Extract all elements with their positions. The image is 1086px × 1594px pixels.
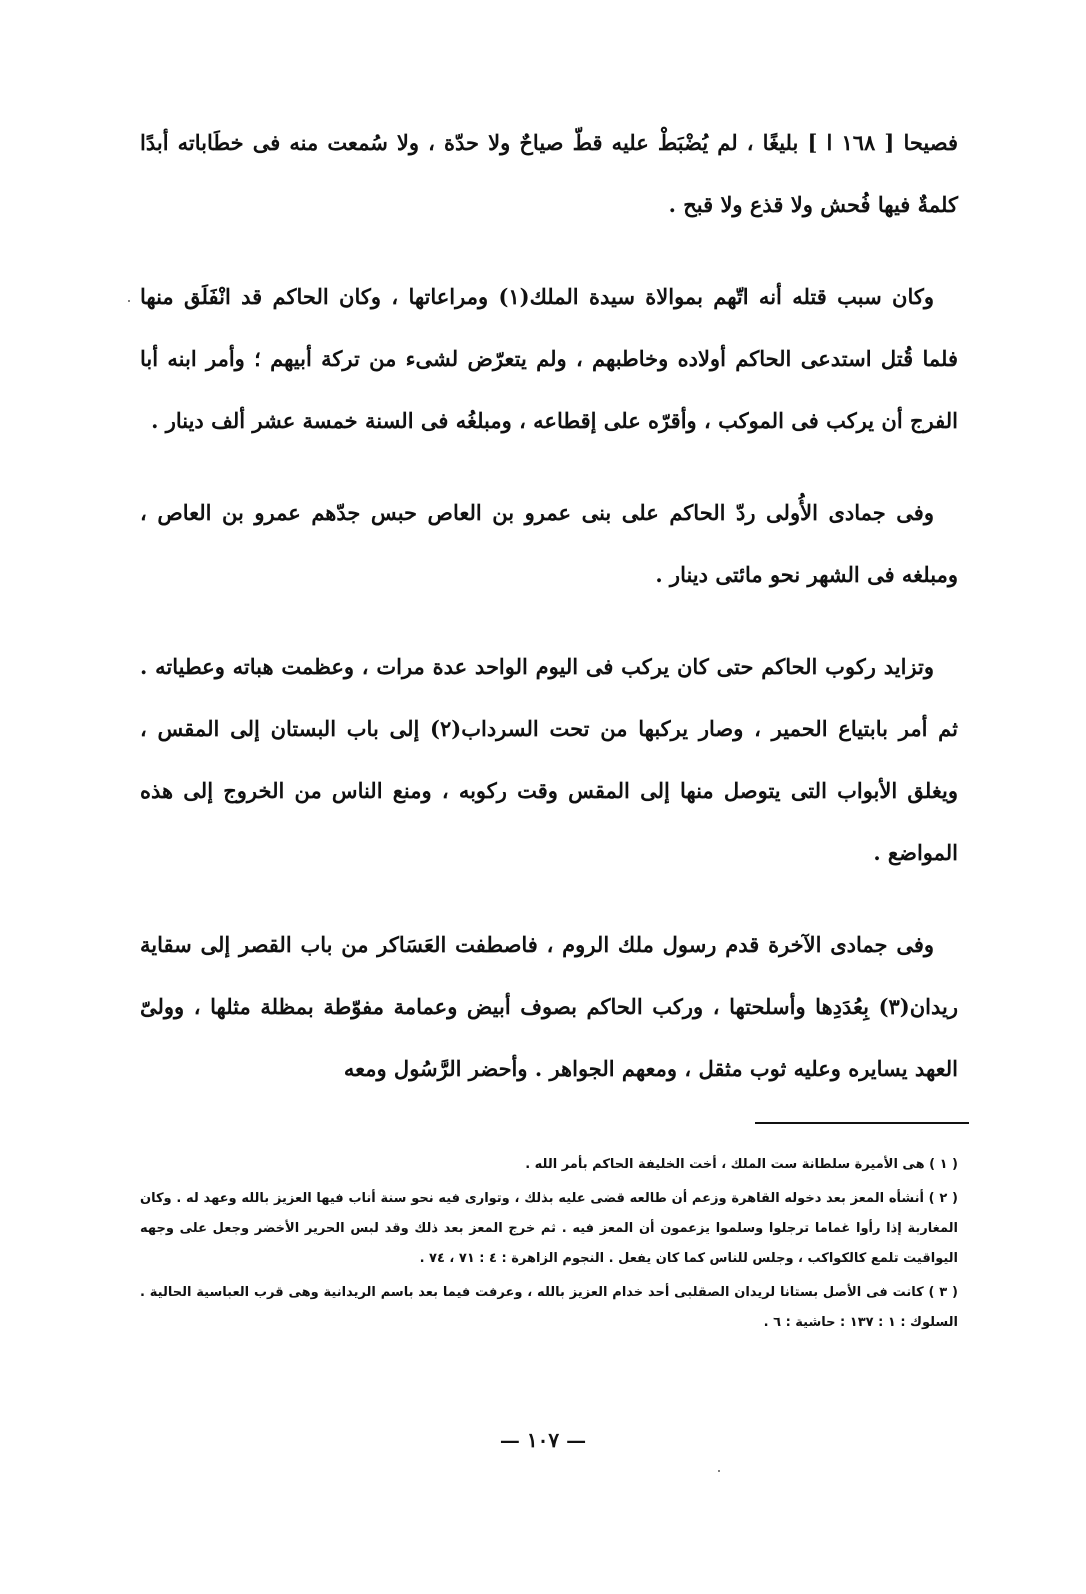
footnote-2: ( ٢ ) أنشأه المعز بعد دخوله القاهرة وزعم أن طالعه قضى عليه بذلك ، وتوارى فيه نحو سنة أناب فيها العزيز بالله وعهد له . وكان المغاربة إذا رأوا غماما ترجلوا وسلموا يزعمون أن المعز فيه . ثم خرج المعز بعد ذلك وقد لبس الحرير الأخضر وجعل على وجهه اليواقيت تلمع كالكواكب ، وجلس للناس كما كان يفعل . النجوم الزاهرة : ٤ : ٧١ ، ٧٤ .	[140, 1191, 959, 1266]
main-text	[140, 112, 958, 1130]
footnote-1: ( ١ ) هى الأميرة سلطانة ست الملك ، أخت الخليفة الحاكم بأمر الله .	[525, 1157, 958, 1172]
paragraph-3: وفى جمادى الأُولى ردّ الحاكم على بنى عمرو بن العاص حبس جدّهم عمرو بن العاص ، ومبلغه فى الشهر نحو مائتى دينار .	[140, 500, 958, 587]
scan-speck	[128, 300, 130, 302]
footnote-separator	[755, 1122, 969, 1124]
scan-speck	[718, 1470, 720, 1472]
footnotes	[140, 1150, 958, 1342]
footnote-3: ( ٣ ) كانت فى الأصل بستانا لريدان الصقلبى أحد خدام العزيز بالله ، وعرفت فيما بعد باسم الريدانية وهى قرب العباسية الحالية . السلوك : ١ : ١٣٧ : حاشية : ٦ .	[140, 1285, 958, 1330]
paragraph-4: وتزايد ركوب الحاكم حتى كان يركب فى اليوم الواحد عدة مرات ، وعظمت هباته وعطياته . ثم أمر بابتياع الحمير ، وصار يركبها من تحت السرداب(٢) إلى باب البستان إلى المقس ، ويغلق الأبواب التى يتوصل منها إلى المقس وقت ركوبه ، ومنع الناس من الخروج إلى هذه المواضع .	[140, 654, 958, 865]
paragraph-1: فصيحا [ ١٦٨ ا ] بليغًا ، لم يُضْبَطْ عليه قطّ صياحٌ ولا حدّة ، ولا سُمعت منه فى خطَاباته أبدًا كلمةٌ فيها فُحش ولا قذع ولا قبح .	[140, 130, 958, 217]
paragraph-5: وفى جمادى الآخرة قدم رسول ملك الروم ، فاصطفت العَسَاكر من باب القصر إلى سقاية ريدان(٣) بِعُدَدِها وأسلحتها ، وركب الحاكم بصوف أبيض وعمامة مفوّطة بمظلة مثلها ، وولىّ العهد يسايره وعليه ثوب مثقل ، ومعهم الجواهر . وأحضر الرَّسُول ومعه	[140, 932, 958, 1081]
page-number: — ١٠٧ —	[499, 1428, 587, 1452]
paragraph-2: وكان سبب قتله أنه اتّهم بموالاة سيدة الملك(١) ومراعاتها ، وكان الحاكم قد انْفَلَق منها فلما قُتل استدعى الحاكم أولاده وخاطبهم ، ولم يتعرّض لشىء من تركة أبيهم ؛ وأمر ابنه أبا الفرج أن يركب فى الموكب ، وأقرّه على إقطاعه ، ومبلغُه فى السنة خمسة عشر ألف دينار .	[140, 284, 958, 433]
